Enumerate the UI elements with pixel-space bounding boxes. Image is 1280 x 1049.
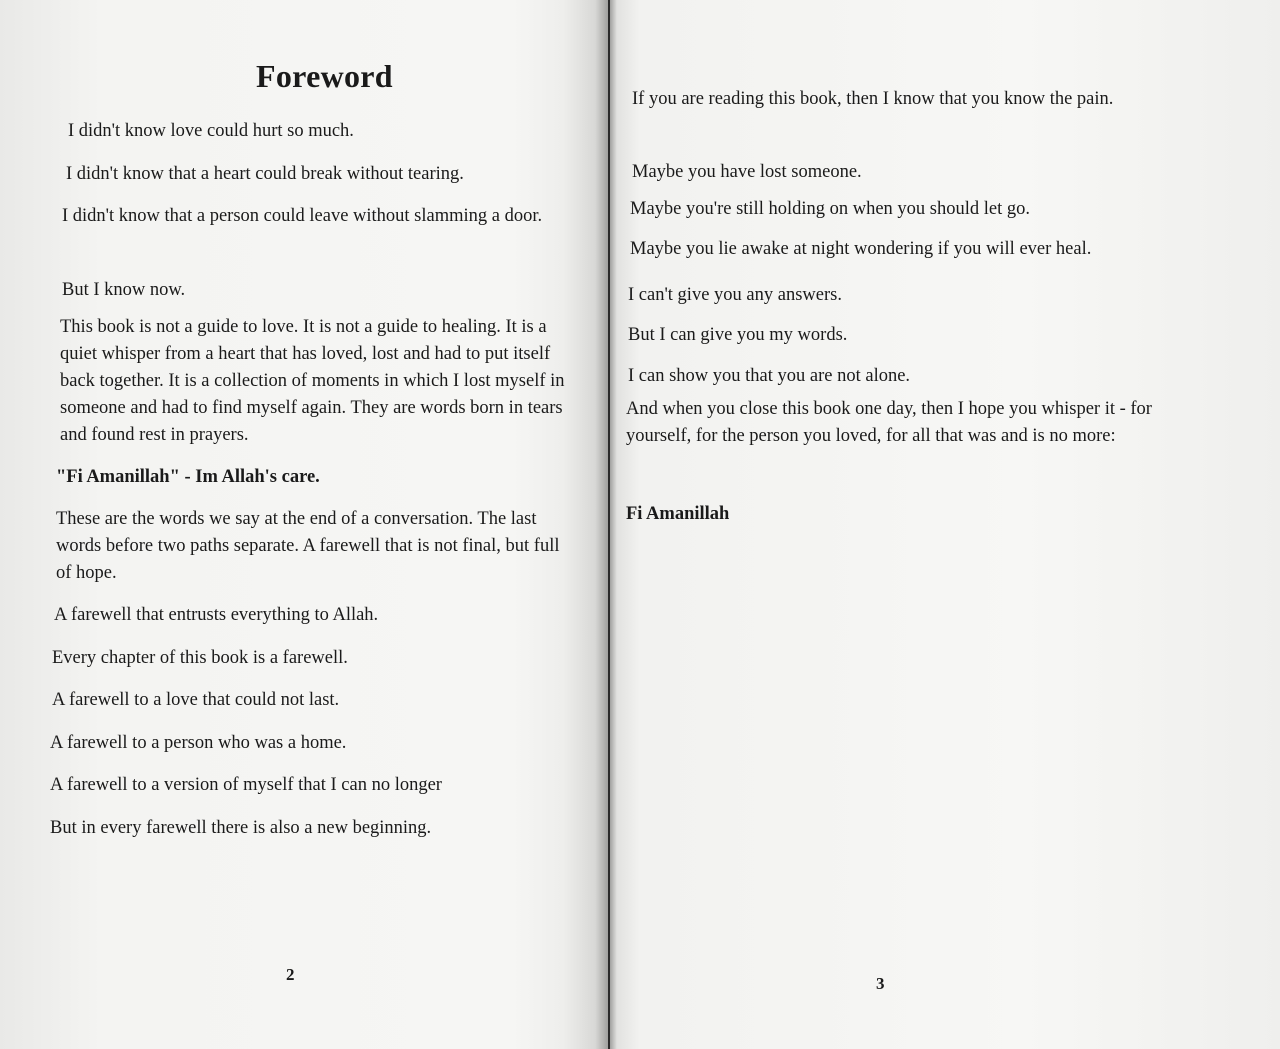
left-page <box>0 0 600 1049</box>
right-page <box>614 0 1280 1049</box>
left-paragraph-1: I didn't know love could hurt so much. <box>68 121 354 141</box>
left-paragraph-11: A farewell to a person who was a home. <box>50 733 347 753</box>
book-gutter <box>608 0 610 1049</box>
right-paragraph-6: But I can give you my words. <box>628 325 848 345</box>
right-paragraph-3: Maybe you're still holding on when you should let go. <box>630 199 1031 219</box>
left-paragraph-13: But in every farewell there is also a new beginning. <box>50 818 432 838</box>
left-paragraph-8: A farewell that entrusts everything to Allah. <box>54 605 379 625</box>
right-paragraph-7: I can show you that you are not alone. <box>628 366 911 386</box>
left-paragraph-7: These are the words we say at the end of a conversation. The last words before two paths separate. A farewell that is not final, but full of hope. <box>56 509 560 583</box>
left-paragraph-4: But I know now. <box>62 280 186 300</box>
left-paragraph-5: This book is not a guide to love. It is not a guide to healing. It is a quiet whisper from a heart that has loved, lost and had to put itself back together. It is a collection of moments in which I lost myself in someone and had to find myself again. They are words born in tears and found rest in prayers. <box>60 317 565 445</box>
page-number-right: 3 <box>876 974 885 993</box>
left-paragraph-10: A farewell to a love that could not last. <box>52 690 340 710</box>
left-paragraph-6: "Fi Amanillah" - Im Allah's care. <box>56 467 320 487</box>
right-paragraph-2: Maybe you have lost someone. <box>632 162 862 182</box>
page-number-left: 2 <box>286 965 295 984</box>
right-paragraph-9: Fi Amanillah <box>626 504 730 524</box>
right-paragraph-8: And when you close this book one day, then I hope you whisper it - for yourself, for the person you loved, for all that was and is no more: <box>626 399 1152 446</box>
right-paragraph-1: If you are reading this book, then I know that you know the pain. <box>632 89 1114 109</box>
chapter-title: Foreword <box>256 58 393 94</box>
right-paragraph-5: I can't give you any answers. <box>628 285 842 305</box>
left-paragraph-9: Every chapter of this book is a farewell. <box>52 648 348 668</box>
left-paragraph-2: I didn't know that a heart could break without tearing. <box>66 164 464 184</box>
left-paragraph-12: A farewell to a version of myself that I can no longer <box>50 775 442 795</box>
right-paragraph-4: Maybe you lie awake at night wondering if you will ever heal. <box>630 239 1092 259</box>
left-paragraph-3: I didn't know that a person could leave without slamming a door. <box>62 206 543 226</box>
